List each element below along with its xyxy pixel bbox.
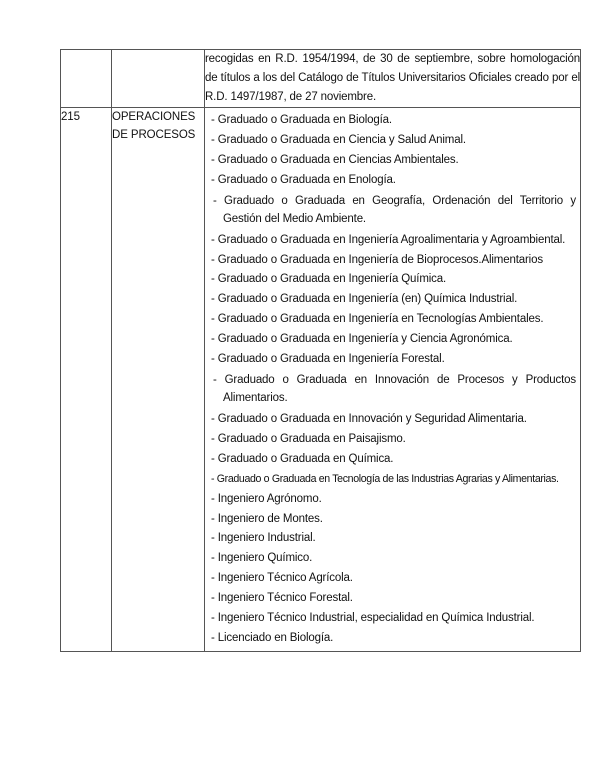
list-item: - Graduado o Graduada en Ingeniería y Ciencia Agronómica. [211, 333, 513, 346]
list-item: - Graduado o Graduada en Ingeniería de Bioprocesos.Alimentarios [211, 253, 543, 266]
list-item: - Ingeniero de Montes. [211, 512, 323, 525]
table-row-215 [61, 108, 581, 652]
specialty-cell [112, 108, 205, 652]
list-item: - Ingeniero Técnico Agrícola. [211, 572, 353, 585]
titles-table [60, 49, 581, 652]
titles-cell [205, 108, 581, 652]
list-item: - Graduado o Graduada en Química. [211, 452, 394, 465]
list-item: - Graduado o Graduada en Ciencias Ambientales. [211, 153, 459, 166]
table-row-continuation [61, 50, 581, 108]
titles-list [205, 108, 580, 651]
specialty-line: OPERACIONES [112, 111, 196, 123]
list-item: - Graduado o Graduada en Ingeniería Forestal. [211, 353, 445, 366]
code-cell [61, 50, 112, 108]
list-item: - Graduado o Graduada en Tecnología de las Industrias Agrarias y Alimentarias. [211, 472, 559, 485]
list-item: - Graduado o Graduada en Ingeniería Agroalimentaria y Agroambiental. [211, 233, 566, 246]
list-item: - Ingeniero Industrial. [211, 532, 316, 545]
list-item: - Graduado o Graduada en Ingeniería en Tecnologías Ambientales. [211, 313, 544, 326]
specialty-cell [112, 50, 205, 108]
list-item: - Graduado o Graduada en Ingeniería Química. [211, 273, 447, 286]
continuation-text: recogidas en R.D. 1954/1994, de 30 de septiembre, sobre homologación de títulos a los del Catálogo de Títulos Universitarios Oficiales creado por el R.D. 1497/1987, de 27 noviembre. [205, 50, 581, 108]
list-item: - Graduado o Graduada en Geografía, Ordenación del Territorio y Gestión del Medio Ambiente. [213, 194, 576, 226]
list-item: - Graduado o Graduada en Enología. [211, 173, 396, 186]
list-item: - Licenciado en Biología. [211, 631, 334, 644]
code-cell: 215 [61, 108, 112, 652]
list-item: - Graduado o Graduada en Paisajismo. [211, 432, 406, 445]
list-item: - Graduado o Graduada en Innovación de Procesos y Productos Alimentarios. [213, 373, 576, 405]
list-item: - Ingeniero Técnico Industrial, especialidad en Química Industrial. [211, 612, 535, 625]
list-item: - Ingeniero Agrónomo. [211, 492, 322, 505]
list-item: - Graduado o Graduada en Ingeniería (en) Química Industrial. [211, 293, 518, 306]
specialty-line: DE PROCESOS [112, 129, 196, 141]
list-item: - Graduado o Graduada en Innovación y Seguridad Alimentaria. [211, 412, 527, 425]
list-item: - Graduado o Graduada en Biología. [211, 114, 392, 126]
list-item: - Graduado o Graduada en Ciencia y Salud Animal. [211, 133, 466, 146]
list-item: - Ingeniero Técnico Forestal. [211, 592, 353, 605]
list-item: - Ingeniero Químico. [211, 552, 313, 565]
